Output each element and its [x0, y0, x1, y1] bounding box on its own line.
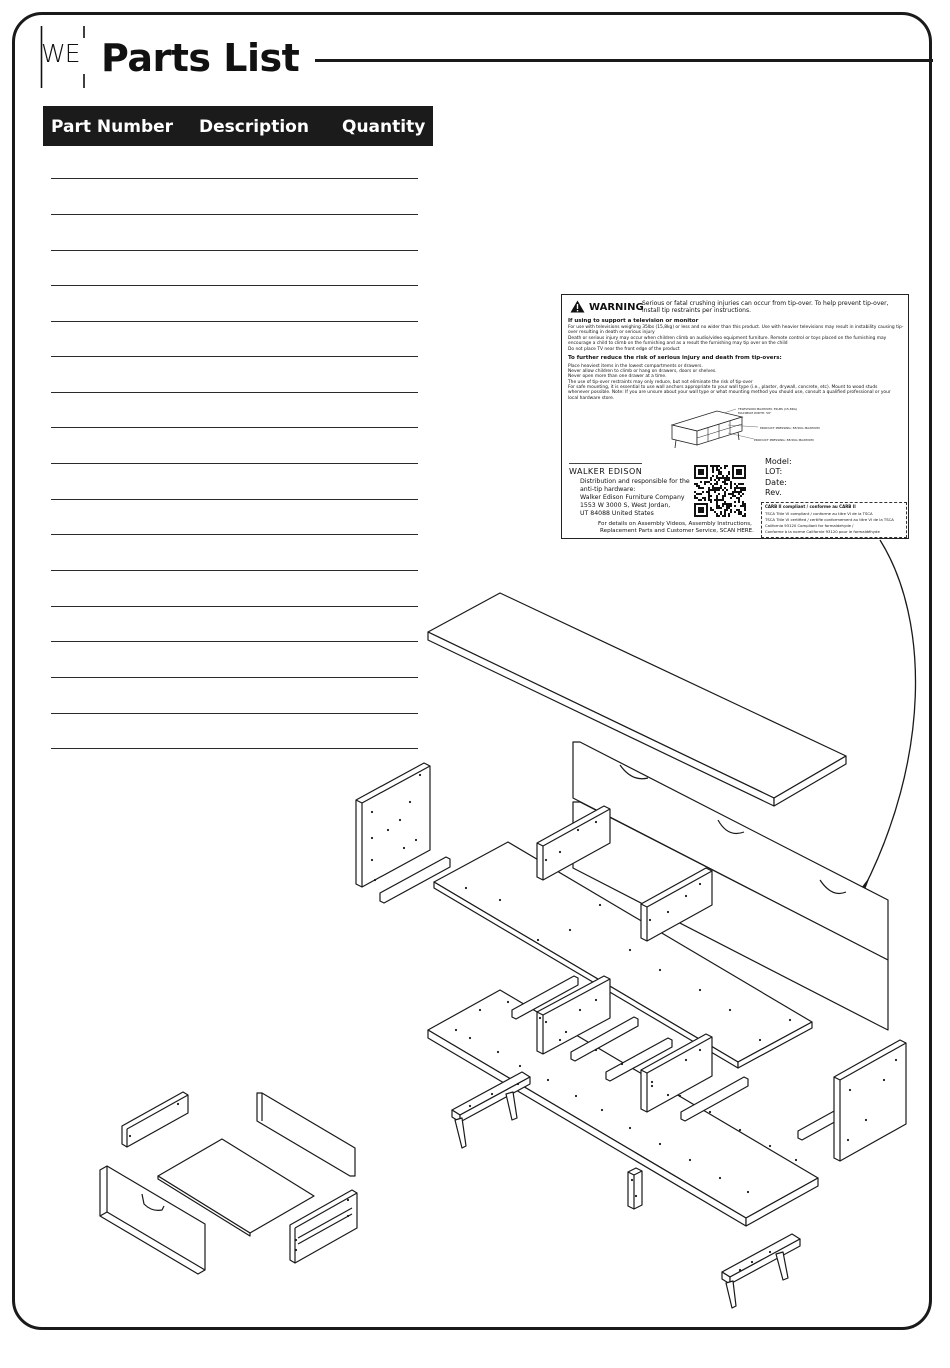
screw-hole [849, 1089, 851, 1091]
diagram-callout-3: PRODUCT PRESSING: 88.5KG MAXIMUM [754, 438, 814, 442]
screw-hole [865, 1119, 867, 1121]
screw-hole [601, 1109, 603, 1111]
screw-hole [545, 1021, 547, 1023]
screw-hole [129, 1135, 131, 1137]
reduce-heading: To further reduce the risk of serious injury and death from tip-overs: [568, 355, 782, 361]
screw-hole [347, 1215, 349, 1217]
screw-hole [559, 1039, 561, 1041]
walker-edison-logo: WALKER EDISON [569, 463, 642, 476]
screw-hole [347, 1199, 349, 1201]
screw-hole [399, 819, 401, 821]
screw-hole [699, 1049, 701, 1051]
screw-hole [409, 801, 411, 803]
screw-hole [679, 1095, 681, 1097]
drawer-back [257, 1093, 355, 1176]
screw-hole [599, 904, 601, 906]
mounting-note: For safe mounting, it is essential to use wall anchors appropriate to your wall type (i.e., plaster, drywall, concrete, etc). Mount to wood studs whenever possible. Note: If you are unsure about your wall type or what mounting method you should use, consult a qualified professional or your local hardware store. [568, 385, 891, 401]
screw-hole [419, 774, 421, 776]
distribution-line-3: Walker Edison Furniture Company [580, 494, 685, 501]
drawer-side-left [122, 1092, 188, 1147]
screw-hole [295, 1239, 297, 1241]
screw-hole [547, 1079, 549, 1081]
screw-hole [479, 1009, 481, 1011]
col-description: Description [199, 117, 309, 137]
screw-hole [699, 989, 701, 991]
screw-hole [545, 859, 547, 861]
screw-hole [577, 829, 579, 831]
screw-hole [387, 829, 389, 831]
screw-hole [455, 1029, 457, 1031]
screw-hole [177, 1103, 179, 1105]
screw-hole [537, 939, 539, 941]
screw-hole [295, 1249, 297, 1251]
warning-word: WARNING [589, 302, 644, 313]
screw-hole [635, 1195, 637, 1197]
screw-hole [403, 847, 405, 849]
screw-hole [747, 1191, 749, 1193]
center-support [628, 1168, 642, 1209]
field-date: Date: [765, 478, 787, 487]
left-side-panel [356, 763, 430, 887]
field-model: Model: [765, 457, 792, 466]
reduce-item-2: Never allow children to climb or hang on drawers, doors or shelves. [568, 369, 717, 374]
tip-over-note: The use of tip-over restraints may only reduce, but not eliminate the risk of tip-over [568, 380, 753, 385]
screw-hole [595, 999, 597, 1001]
screw-hole [374, 879, 376, 881]
screw-hole [883, 1079, 885, 1081]
screw-hole [739, 1269, 741, 1271]
scan-line-1: For details on Assembly Videos, Assembly Instructions, [598, 521, 752, 527]
col-quantity: Quantity [342, 117, 426, 137]
screw-hole [469, 1105, 471, 1107]
screw-hole [595, 1049, 597, 1051]
screw-hole [507, 1001, 509, 1003]
warning-text: Serious or fatal crushing injuries can occur from tip-over. To help prevent tip-over, install tip restraints per instructions. [642, 300, 889, 314]
reduce-item-3: Never open more than one drawer at a time. [568, 374, 667, 379]
logo-text: WE [41, 39, 80, 68]
screw-hole [709, 1111, 711, 1113]
screw-hole [751, 1261, 753, 1263]
compliance-1: CARB II compliant / conforme au CARB II [765, 504, 856, 509]
diagram-callout-1: TELEVISION MAXIMUM: 35LBS (15,8KG) MAXIMUM WIDTH: 59" [738, 407, 798, 415]
compliance-5: Conforme à la norme Californie 93120 pour le formaldéhyde [765, 529, 880, 534]
col-part-number: Part Number [51, 117, 174, 137]
tv-item-1: For use with televisions weighing 35lbs (15,8kg) or less and no wider than this product. Use with heavier televisions may result in instability causing tip-over resulting in death or serious injury [568, 325, 904, 336]
screw-hole [629, 949, 631, 951]
distribution-line-2: anti-tip hardware: [580, 486, 636, 493]
screw-hole [689, 1159, 691, 1161]
screw-hole [559, 851, 561, 853]
screw-hole [667, 1094, 669, 1096]
distribution-line-1: Distribution and responsible for the [580, 478, 690, 485]
screw-hole [699, 883, 701, 885]
screw-hole [491, 1093, 493, 1095]
compliance-2: TSCA Title VI compliant / conforme au titre VI de la TSCA [765, 511, 873, 516]
screw-hole [769, 1251, 771, 1253]
distribution-line-5: UT 84088 United States [580, 510, 654, 517]
screw-hole [729, 1009, 731, 1011]
screw-hole [565, 1031, 567, 1033]
field-rev: Rev. [765, 488, 782, 497]
leg-frame-right [722, 1234, 800, 1308]
screw-hole [499, 899, 501, 901]
scan-line-2: Replacement Parts and Customer Service, SCAN HERE. [600, 528, 754, 534]
screw-hole [371, 859, 373, 861]
tv-item-2: Death or serious injury may occur when children climb on audio/video equipment furniture. Remote control or toys placed on the furnishing may encourage a child to climb on the furnishing and as a result the furnishing may tip over on the child [568, 336, 887, 347]
screw-hole [649, 919, 651, 921]
screw-hole [539, 1017, 541, 1019]
screw-hole [497, 1051, 499, 1053]
screw-hole [685, 895, 687, 897]
screw-hole [739, 1129, 741, 1131]
tv-item-3: Do not place TV near the front edge of the product [568, 347, 680, 352]
screw-hole [371, 837, 373, 839]
page-title: Parts List [101, 36, 300, 80]
screw-hole [651, 1085, 653, 1087]
compliance-3: TSCA Title VI certified / certifie conformement au titre VI de la TSCA [765, 517, 894, 522]
screw-hole [631, 1179, 633, 1181]
screw-hole [579, 1009, 581, 1011]
screw-hole [659, 1143, 661, 1145]
diagram-callout-2: PRODUCT PRESSING: 88.5KG MAXIMUM [760, 426, 820, 430]
screw-hole [469, 1037, 471, 1039]
screw-hole [847, 1139, 849, 1141]
compliance-4: California 93120 Compliant for formaldehyde / [765, 523, 854, 528]
screw-hole [629, 1127, 631, 1129]
screw-hole [651, 1081, 653, 1083]
screw-hole [659, 969, 661, 971]
screw-hole [685, 1059, 687, 1061]
distribution-line-4: 1553 W 3000 S, West Jordan, [580, 502, 671, 509]
tv-heading: If using to support a television or monitor [568, 318, 699, 324]
reduce-item-1: Place heaviest items in the lowest compartments or drawers. [568, 364, 703, 369]
screw-hole [719, 1177, 721, 1179]
label-location-arrow [855, 540, 916, 897]
screw-hole [517, 1083, 519, 1085]
screw-hole [769, 1145, 771, 1147]
screw-hole [415, 839, 417, 841]
screw-hole [789, 1019, 791, 1021]
screw-hole [759, 1039, 761, 1041]
screw-hole [895, 1059, 897, 1061]
screw-hole [371, 811, 373, 813]
screw-hole [595, 821, 597, 823]
right-side-panel [834, 1040, 906, 1161]
screw-hole [569, 929, 571, 931]
screw-hole [795, 1159, 797, 1161]
screw-hole [667, 911, 669, 913]
screw-hole [519, 1065, 521, 1067]
screw-hole [621, 1063, 623, 1065]
screw-hole [465, 887, 467, 889]
field-lot: LOT: [765, 467, 783, 476]
screw-hole [575, 1095, 577, 1097]
